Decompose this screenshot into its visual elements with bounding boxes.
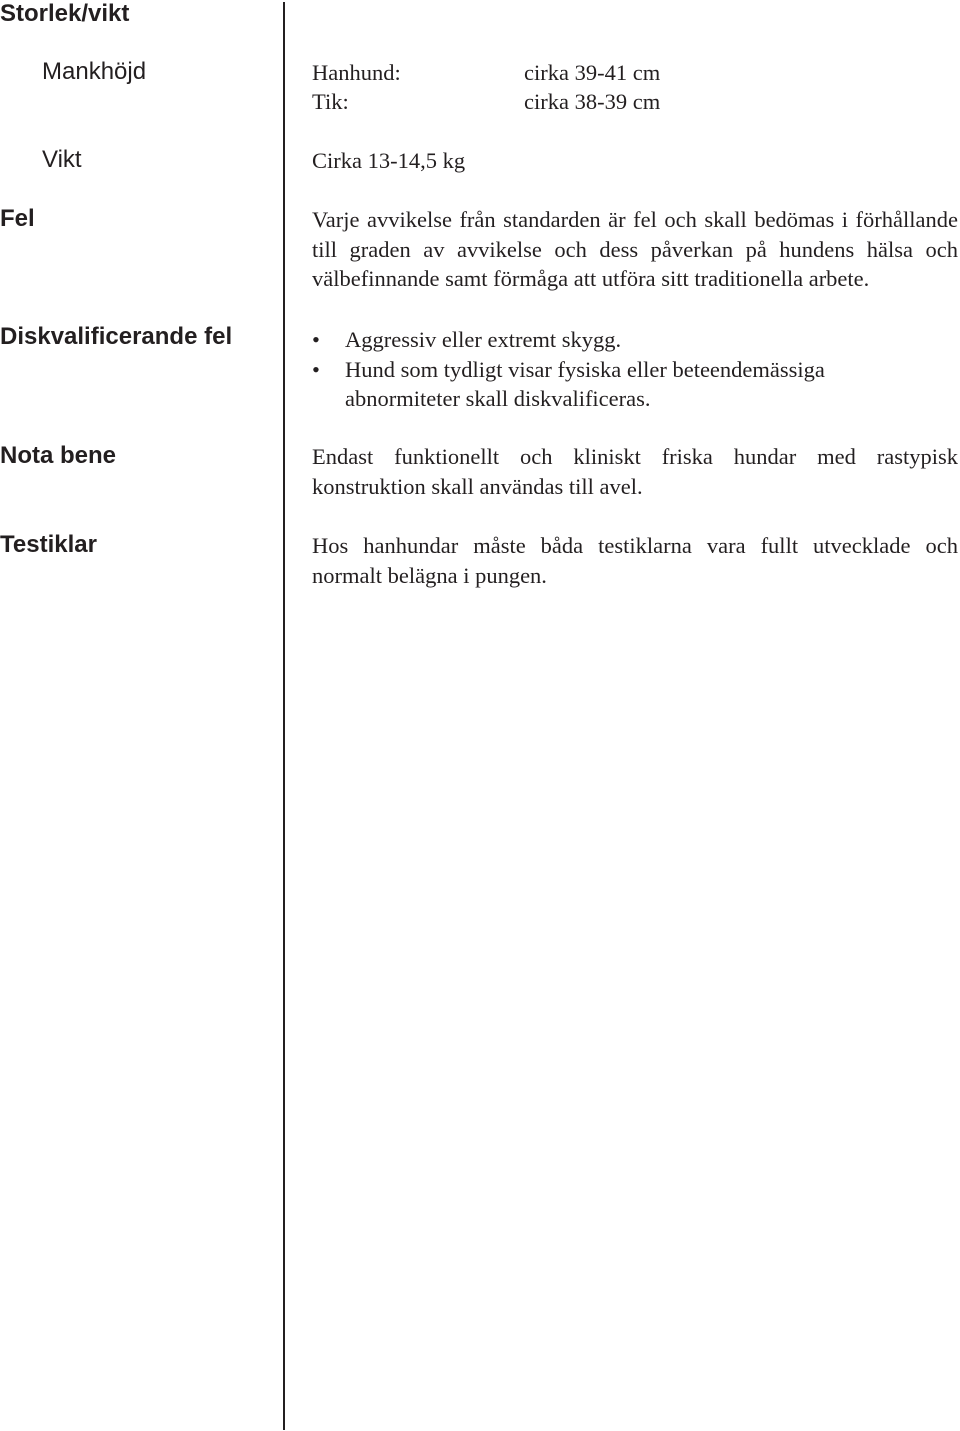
heading-faults: Fel: [0, 205, 35, 232]
bullet-icon: •: [312, 356, 320, 382]
disqualifying-faults-list: [312, 325, 958, 414]
nota-bene-text: Endast funktionellt och kliniskt friska hundar med rastypisk konstruktion skall användas till avel.: [312, 444, 958, 499]
male-height-value: cirka 39-41 cm: [524, 60, 661, 85]
faults-text: Varje avvikelse från standarden är fel och skall bedömas i förhållande till graden av avvikelse och dess påverkan på hundens hälsa och välbefinnande samt förmåga att utföra sitt traditionella arbete.: [312, 207, 958, 291]
column-divider: [283, 2, 285, 1430]
list-item-text: Hund som tydligt visar fysiska eller beteendemässiga abnormiteter skall diskvalificeras.: [345, 356, 825, 411]
testicles-text: Hos hanhundar måste båda testiklarna vara fullt utvecklade och normalt belägna i pungen.: [312, 533, 958, 588]
list-item: [312, 325, 958, 355]
female-height-value: cirka 38-39 cm: [524, 89, 661, 114]
list-item: [312, 355, 958, 414]
heading-size-weight: Storlek/vikt: [0, 0, 130, 27]
heading-weight: Vikt: [42, 146, 82, 173]
bullet-icon: •: [312, 327, 320, 352]
male-label: Hanhund:: [312, 60, 401, 85]
list-item-text: Aggressiv eller extremt skygg.: [345, 327, 622, 352]
female-label: Tik:: [312, 89, 349, 114]
heading-withers-height: Mankhöjd: [42, 58, 147, 85]
heading-disqualifying-faults: Diskvalificerande fel: [0, 323, 233, 350]
heading-nota-bene: Nota bene: [0, 442, 117, 469]
weight-value: Cirka 13-14,5 kg: [312, 148, 466, 173]
heading-testicles: Testiklar: [0, 531, 97, 558]
